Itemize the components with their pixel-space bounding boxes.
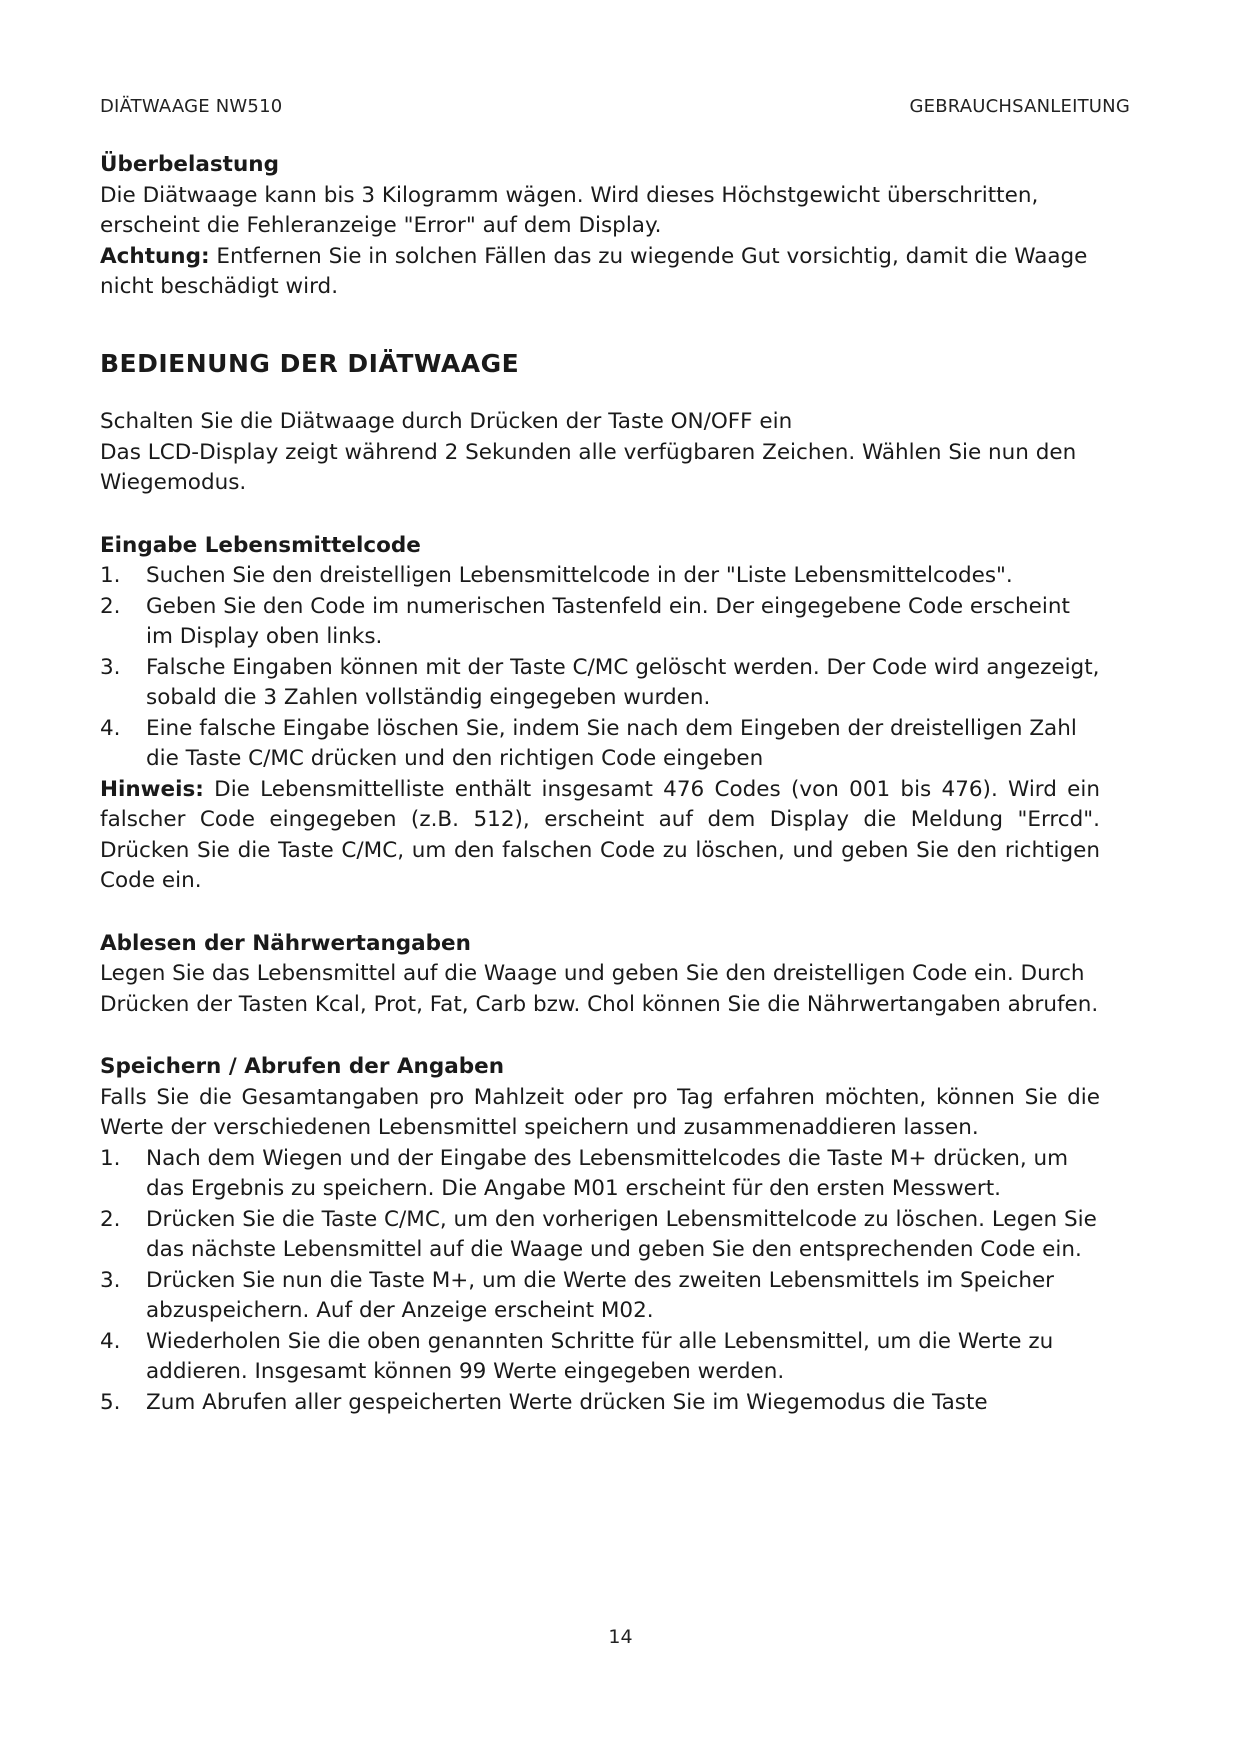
warning-label: Achtung: bbox=[100, 243, 210, 269]
list-item bbox=[100, 1205, 1100, 1266]
list-text: Drücken Sie die Taste C/MC, um den vorherigen Lebensmittelcode zu löschen. Legen Sie das nächste Lebensmittel auf die Waage und geben Sie den entsprechenden Code ein. bbox=[146, 1206, 1097, 1262]
list-text: Suchen Sie den dreistelligen Lebensmittelcode in der "Liste Lebensmittelcodes". bbox=[146, 563, 1013, 588]
storing-text: Falls Sie die Gesamtangaben pro Mahlzeit oder pro Tag erfahren möchten, können Sie die Werte der verschiedenen Lebensmittel speichern und zusammenaddieren lassen. bbox=[100, 1084, 1100, 1140]
list-item bbox=[100, 653, 1100, 714]
overload-heading: Überbelastung bbox=[100, 152, 279, 177]
list-number: 2. bbox=[100, 1206, 121, 1232]
header-left: DIÄTWAAGE NW510 bbox=[100, 96, 283, 117]
list-number: 4. bbox=[100, 1328, 121, 1354]
note-label: Hinweis: bbox=[100, 776, 204, 802]
list-item bbox=[100, 561, 1100, 592]
list-number: 1. bbox=[100, 563, 121, 588]
list-text: Falsche Eingaben können mit der Taste C/MC gelöscht werden. Der Code wird angezeigt, sobald die 3 Zahlen vollständig eingegeben wurden. bbox=[146, 654, 1100, 710]
page-header bbox=[100, 96, 1130, 117]
storing-steps bbox=[100, 1144, 1100, 1419]
list-number: 3. bbox=[100, 654, 121, 680]
list-number: 3. bbox=[100, 1267, 121, 1293]
list-text: Eine falsche Eingabe löschen Sie, indem Sie nach dem Eingeben der dreistelligen Zahl die Taste C/MC drücken und den richtigen Code eingeben bbox=[146, 715, 1077, 771]
code-entry-note bbox=[100, 775, 1100, 897]
page-number: 14 bbox=[608, 1626, 633, 1648]
list-number: 4. bbox=[100, 715, 121, 741]
list-item bbox=[100, 1266, 1100, 1327]
list-text: Drücken Sie nun die Taste M+, um die Werte des zweiten Lebensmittels im Speicher abzuspeichern. Auf der Anzeige erscheint M02. bbox=[146, 1267, 1055, 1323]
intro-line-2: Das LCD-Display zeigt während 2 Sekunden alle verfügbaren Zeichen. Wählen Sie nun den Wiegemodus. bbox=[100, 439, 1077, 495]
code-entry-steps bbox=[100, 561, 1100, 775]
section-heading: BEDIENUNG DER DIÄTWAAGE bbox=[100, 348, 520, 378]
list-text: Geben Sie den Code im numerischen Tastenfeld ein. Der eingegebene Code erscheint im Display oben links. bbox=[146, 593, 1070, 649]
code-entry-heading: Eingabe Lebensmittelcode bbox=[100, 532, 421, 558]
list-item bbox=[100, 1144, 1100, 1205]
list-item bbox=[100, 714, 1100, 775]
warning-text: Entfernen Sie in solchen Fällen das zu wiegende Gut vorsichtig, damit die Waage nicht beschädigt wird. bbox=[100, 243, 1088, 299]
list-number: 1. bbox=[100, 1145, 121, 1171]
overload-text: Die Diätwaage kann bis 3 Kilogramm wägen. Wird dieses Höchstgewicht überschritten, erscheint die Fehleranzeige "Error" auf dem Display. bbox=[100, 182, 1039, 238]
reading-text: Legen Sie das Lebensmittel auf die Waage und geben Sie den dreistelligen Code ein. Durch Drücken der Tasten Kcal, Prot, Fat, Carb bzw. Chol können Sie die Nährwertangaben abrufen. bbox=[100, 961, 1099, 1017]
reading-heading: Ablesen der Nährwertangaben bbox=[100, 930, 471, 956]
list-item bbox=[100, 592, 1100, 653]
list-number: 5. bbox=[100, 1389, 121, 1415]
page-content bbox=[100, 150, 1100, 1418]
list-item bbox=[100, 1327, 1100, 1388]
list-text: Wiederholen Sie die oben genannten Schritte für alle Lebensmittel, um die Werte zu addieren. Insgesamt können 99 Werte eingegeben werden. bbox=[146, 1328, 1054, 1384]
header-right: GEBRAUCHSANLEITUNG bbox=[909, 96, 1130, 117]
list-number: 2. bbox=[100, 593, 121, 619]
list-item bbox=[100, 1388, 1100, 1419]
overload-warning bbox=[100, 242, 1100, 303]
intro-line-1: Schalten Sie die Diätwaage durch Drücken der Taste ON/OFF ein bbox=[100, 409, 793, 434]
note-text: Die Lebensmittelliste enthält insgesamt 476 Codes (von 001 bis 476). Wird ein falscher Code eingegeben (z.B. 512), erscheint auf dem Display die Meldung "Errcd". Drücken Sie die Taste C/MC, um den falschen Code zu löschen, und geben Sie den richtigen Code ein. bbox=[100, 776, 1100, 893]
list-text: Zum Abrufen aller gespeicherten Werte drücken Sie im Wiegemodus die Taste bbox=[146, 1389, 988, 1415]
storing-heading: Speichern / Abrufen der Angaben bbox=[100, 1054, 505, 1079]
list-text: Nach dem Wiegen und der Eingabe des Lebensmittelcodes die Taste M+ drücken, um das Ergebnis zu speichern. Die Angabe M01 erscheint für den ersten Messwert. bbox=[146, 1145, 1069, 1201]
